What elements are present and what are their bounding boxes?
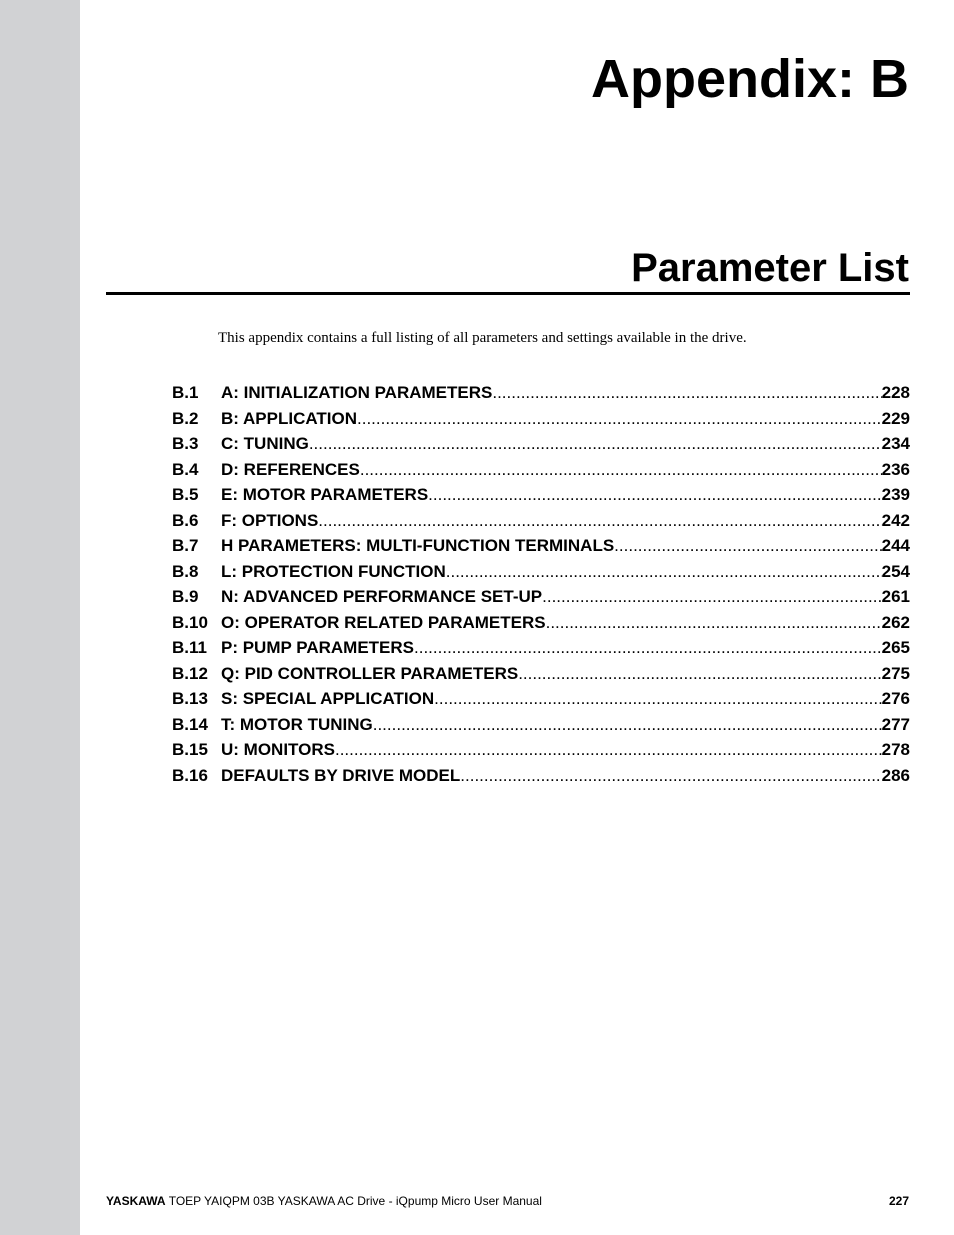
- title-rule: [106, 292, 910, 295]
- toc-entry-title: U: MONITORS: [221, 740, 335, 759]
- toc-entry-number: B.5: [172, 485, 199, 504]
- toc-dot-leader: [357, 406, 882, 432]
- toc-entry-title: B: APPLICATION: [221, 408, 357, 428]
- toc-dot-leader: [360, 457, 882, 483]
- toc-entry-number: B.2: [172, 408, 199, 428]
- footer-brand: YASKAWA: [106, 1194, 166, 1208]
- toc-entry-page: 228: [881, 383, 910, 402]
- toc-entry-page: 254: [881, 561, 910, 581]
- toc-entry-title: DEFAULTS BY DRIVE MODEL: [221, 765, 461, 785]
- toc-entry-b15[interactable]: [172, 737, 910, 763]
- toc-entry-title: H PARAMETERS: MULTI-FUNCTION TERMINALS: [221, 536, 615, 555]
- toc-entry-b4[interactable]: [172, 457, 910, 483]
- toc-entry-number: B.16: [172, 765, 208, 785]
- toc-entry-b6[interactable]: [172, 508, 910, 534]
- footer-page-number: 227: [888, 1194, 909, 1208]
- toc-entry-page: 286: [881, 765, 910, 785]
- toc-dot-leader: [414, 635, 882, 661]
- toc-entry-page: 265: [881, 638, 910, 657]
- footer-manual-info: [106, 1193, 542, 1209]
- toc-dot-leader: [546, 610, 882, 636]
- toc-dot-leader: [373, 712, 882, 738]
- appendix-title: Appendix: B: [591, 49, 909, 109]
- toc-entry-page: 242: [881, 510, 910, 530]
- toc-entry-number: B.11: [172, 638, 207, 657]
- toc-entry-b5[interactable]: [172, 482, 910, 508]
- toc-entry-b14[interactable]: [172, 712, 910, 738]
- toc-entry-number: B.9: [172, 587, 199, 606]
- toc-entry-page: 276: [881, 689, 910, 708]
- toc-dot-leader: [542, 584, 882, 610]
- toc-entry-page: 278: [881, 740, 910, 759]
- toc-dot-leader: [428, 482, 881, 508]
- toc-entry-number: B.13: [172, 689, 208, 708]
- toc-entry-title: L: PROTECTION FUNCTION: [221, 561, 446, 581]
- toc-entry-b10[interactable]: [172, 610, 910, 636]
- toc-entry-number: B.15: [172, 740, 208, 759]
- toc-entry-number: B.3: [172, 434, 199, 453]
- toc-dot-leader: [309, 431, 882, 457]
- toc-dot-leader: [518, 661, 881, 687]
- toc-entry-page: 277: [881, 714, 910, 734]
- toc-entry-page: 262: [881, 612, 910, 632]
- toc-entry-b8[interactable]: [172, 559, 910, 585]
- toc-entry-title: O: OPERATOR RELATED PARAMETERS: [221, 612, 546, 632]
- toc-entry-number: B.4: [172, 459, 199, 479]
- toc-entry-title: S: SPECIAL APPLICATION: [221, 689, 435, 708]
- toc-dot-leader: [460, 763, 881, 789]
- toc-entry-number: B.14: [172, 714, 208, 734]
- intro-paragraph: This appendix contains a full listing of all parameters and settings available in the drive.: [218, 330, 747, 346]
- toc-dot-leader: [318, 508, 881, 534]
- table-of-contents: [172, 380, 910, 788]
- toc-entry-title: F: OPTIONS: [221, 510, 319, 530]
- side-margin-band: [0, 0, 80, 1235]
- toc-entry-title: T: MOTOR TUNING: [221, 714, 373, 734]
- toc-entry-number: B.8: [172, 561, 199, 581]
- toc-entry-page: 234: [881, 434, 910, 453]
- toc-dot-leader: [446, 559, 882, 585]
- toc-entry-number: B.10: [172, 612, 208, 632]
- toc-entry-b11[interactable]: [172, 635, 910, 661]
- toc-entry-title: P: PUMP PARAMETERS: [221, 638, 415, 657]
- toc-dot-leader: [492, 380, 881, 406]
- toc-entry-title: A: INITIALIZATION PARAMETERS: [221, 383, 493, 402]
- toc-entry-b7[interactable]: [172, 533, 910, 559]
- toc-entry-b13[interactable]: [172, 686, 910, 712]
- toc-entry-page: 244: [881, 536, 910, 555]
- toc-entry-b1[interactable]: [172, 380, 910, 406]
- toc-entry-number: B.7: [172, 536, 199, 555]
- toc-entry-page: 275: [881, 663, 910, 683]
- footer-manual-title: TOEP YAIQPM 03B YASKAWA AC Drive - iQpump Micro User Manual: [168, 1194, 542, 1208]
- section-title: Parameter List: [631, 246, 909, 290]
- toc-entry-number: B.6: [172, 510, 199, 530]
- toc-dot-leader: [335, 737, 882, 763]
- toc-entry-title: Q: PID CONTROLLER PARAMETERS: [221, 663, 519, 683]
- toc-entry-page: 239: [881, 485, 910, 504]
- toc-dot-leader: [614, 533, 881, 559]
- toc-entry-b12[interactable]: [172, 661, 910, 687]
- toc-dot-leader: [434, 686, 881, 712]
- toc-entry-b16[interactable]: [172, 763, 910, 789]
- toc-entry-title: N: ADVANCED PERFORMANCE SET-UP: [221, 587, 543, 606]
- toc-entry-title: E: MOTOR PARAMETERS: [221, 485, 429, 504]
- toc-entry-number: B.1: [172, 383, 199, 402]
- toc-entry-page: 229: [881, 408, 910, 428]
- toc-entry-title: D: REFERENCES: [221, 459, 360, 479]
- toc-entry-page: 261: [881, 587, 910, 606]
- toc-entry-title: C: TUNING: [221, 434, 309, 453]
- toc-entry-number: B.12: [172, 663, 208, 683]
- toc-entry-b9[interactable]: [172, 584, 910, 610]
- toc-entry-b2[interactable]: [172, 406, 910, 432]
- toc-entry-b3[interactable]: [172, 431, 910, 457]
- toc-entry-page: 236: [881, 459, 910, 479]
